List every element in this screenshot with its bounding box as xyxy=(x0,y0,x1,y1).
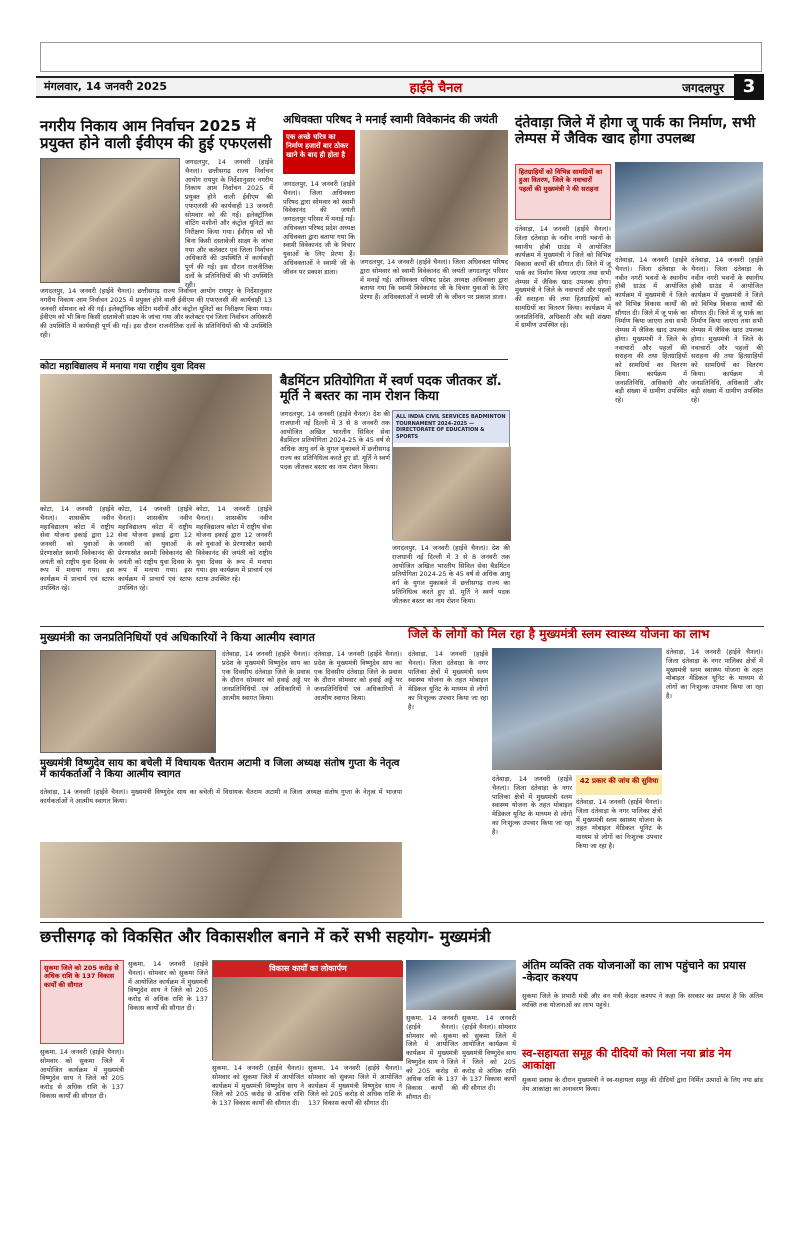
story4-text-a: कोटा, 14 जनवरी (हाईवे चैनल)। शासकीय नवीन महाविद्यालय कोटा में राष्ट्रीय सेवा योजना इकाई द्वारा 12 जनवरी को युवाओं के प्रेरणास्रोत स्वामी विवेकानंद की जयंती को राष्ट्रीय युवा दिवस के रूप में मनाया गया। इस कार्यक्रम में प्राचार्य एवं स्टाफ उपस्थित रहे। xyxy=(40,505,114,592)
story9-banner: विकास कार्यों का लोकार्पण xyxy=(213,961,403,977)
story4-text-c: कोटा, 14 जनवरी (हाईवे चैनल)। शासकीय नवीन महाविद्यालय कोटा में राष्ट्रीय सेवा योजना इकाई द्वारा 12 जनवरी को युवाओं के प्रेरणास्रोत स्वामी विवेकानंद की जयंती को राष्ट्रीय युवा दिवस के रूप में मनाया गया। इस कार्यक्रम में प्राचार्य एवं स्टाफ उपस्थित रहे। xyxy=(196,505,272,584)
masthead xyxy=(36,76,764,98)
masthead-city: जगदलपुर xyxy=(682,81,724,95)
story9-photo xyxy=(212,960,402,1060)
story7-text-c: दंतेवाड़ा, 14 जनवरी (हाईवे चैनल)। जिला दंतेवाड़ा के नगर पालिका क्षेत्रों में मुख्यमंत्री स्लम स्वास्थ्य योजना के तहत मोबाइल मेडिकल यूनिट के माध्यम से लोगों का निःशुल्क उपचार किया जा रहा है। xyxy=(576,798,662,850)
story2-text-a: जगदलपुर, 14 जनवरी (हाईवे चैनल)। जिला अधिवक्ता परिषद द्वारा सोमवार को स्वामी विवेकानंद की जयंती जगदलपुर परिसर में मनाई गई। अधिवक्ता परिषद प्रदेश अध्यक्ष अधिवक्ता द्वारा बताया गया कि स्वामी विवेकानंद जी के विचार युवाओं के लिए प्रेरणा हैं। अधिवक्ताओं ने स्वामी जी के जीवन पर प्रकाश डाला। xyxy=(283,180,355,276)
story7-callout: 42 प्रकार की जांच की सुविधा xyxy=(576,775,662,795)
story1-text-b: जगदलपुर, 14 जनवरी (हाईवे चैनल)। छत्तीसगढ़ राज्य निर्वाचन आयोग रायपुर के निर्देशानुसार नगरीय निकाय आम निर्वाचन 2025 में प्रयुक्त होने वाली ईवीएम की एफएलसी की कार्यवाही 13 जनवरी सोमवार को की गई। इलेक्ट्रॉनिक वोटिंग मशीनों और कंट्रोल यूनिटों का निरीक्षण किया गया। ईवीएम को भी बिना किसी दस्तावेजी साक्ष्य के जांचा गया और कलेक्टर एवं जिला निर्वाचन अधिकारी की उपस्थिति में कार्यवाही पूर्ण की गई। इस दौरान राजनीतिक दलों के प्रतिनिधियों की भी उपस्थिति रही। xyxy=(40,287,272,339)
story9-text-e: सुकमा, 14 जनवरी (हाईवे चैनल)। सोमवार को सुकमा जिले में आयोजित कार्यक्रम में मुख्यमंत्री विष्णुदेव साय ने जिले को 205 करोड़ से अधिक राशि के 137 विकास कार्यों की सौगात दी। xyxy=(406,1014,458,1101)
story9-headline: छत्तीसगढ़ को विकसित और विकासशील बनाने में करें सभी सहयोग- मुख्यमंत्री xyxy=(40,927,491,946)
story11-text: सुकमा प्रवास के दौरान मुख्यमंत्री ने स्व-सहायता समूह की दीदियों द्वारा निर्मित उत्पादों के लिए नया ब्रांड नेम आकांक्षा का अनावरण किया। xyxy=(522,1076,763,1093)
story7-headline: जिले के लोगों को मिल रहा है मुख्यमंत्री स्लम स्वास्थ्य योजना का लाभ xyxy=(408,627,710,641)
story2-photo-statue xyxy=(360,130,508,255)
page-number: 3 xyxy=(734,74,764,100)
story7-text-b: दंतेवाड़ा, 14 जनवरी (हाईवे चैनल)। जिला दंतेवाड़ा के नगर पालिका क्षेत्रों में मुख्यमंत्री स्लम स्वास्थ्य योजना के तहत मोबाइल मेडिकल यूनिट के माध्यम से लोगों का निःशुल्क उपचार किया जा रहा है। xyxy=(492,775,572,836)
story2-headline: अधिवक्ता परिषद ने मनाई स्वामी विवेकानंद की जयंती xyxy=(283,113,498,126)
story9-text-a: सुकमा, 14 जनवरी (हाईवे चैनल)। सोमवार को सुकमा जिले में आयोजित कार्यक्रम में मुख्यमंत्री विष्णुदेव साय ने जिले को 205 करोड़ से अधिक राशि के 137 विकास कार्यों की सौगात दी। xyxy=(40,1048,124,1100)
story5-text-b: जगदलपुर, 14 जनवरी (हाईवे चैनल)। देश की राजधानी नई दिल्ली में 3 से 8 जनवरी तक आयोजित अखिल भारतीय सिविल सेवा बैडमिंटन प्रतियोगिता 2024-25 के 45 वर्ष से अधिक आयु वर्ग के युगल मुकाबले में छत्तीसगढ़ राज्य का प्रतिनिधित्व करते हुए डॉ. मूर्ति ने स्वर्ण पदक जीतकर बस्तर का नाम रोशन किया। xyxy=(392,544,510,605)
story8-headline: मुख्यमंत्री विष्णुदेव साय का बचेली में विधायक चैतराम अटामी व जिला अध्यक्ष संतोष गुप्ता के नेतृत्व में कार्यकर्ताओं ने किया आत्मीय स्वागत xyxy=(40,758,400,781)
story7-text-d: दंतेवाड़ा, 14 जनवरी (हाईवे चैनल)। जिला दंतेवाड़ा के नगर पालिका क्षेत्रों में मुख्यमंत्री स्लम स्वास्थ्य योजना के तहत मोबाइल मेडिकल यूनिट के माध्यम से लोगों का निःशुल्क उपचार किया जा रहा है। xyxy=(666,648,763,700)
story5-banner: ALL INDIA CIVIL SERVICES BADMINTON TOURNAMENT 2024-2025 — DIRECTORATE OF EDUCATION & SPORTS xyxy=(393,411,509,443)
story1-photo xyxy=(40,158,180,283)
story5-winners-photo xyxy=(393,447,511,541)
story9-sidebox: सुकमा जिले को 205 करोड़ से अधिक राशि के 137 विकास कार्यों की सौगात xyxy=(40,960,124,1044)
story1-headline: नगरीय निकाय आम निर्वाचन 2025 में प्रयुक्त होने वाली ईवीएम की हुई एफएलसी xyxy=(40,117,272,152)
story9-text-f: सुकमा, 14 जनवरी (हाईवे चैनल)। सोमवार को सुकमा जिले में आयोजित कार्यक्रम में मुख्यमंत्री विष्णुदेव साय ने जिले को 205 करोड़ से अधिक राशि के 137 विकास कार्यों की सौगात दी। xyxy=(462,1014,516,1093)
masthead-date: मंगलवार, 14 जनवरी 2025 xyxy=(44,80,168,93)
story9-text-d: सुकमा, 14 जनवरी (हाईवे चैनल)। सोमवार को सुकमा जिले में आयोजित कार्यक्रम में मुख्यमंत्री विष्णुदेव साय ने जिले को 205 करोड़ से अधिक राशि के 137 विकास कार्यों की सौगात दी। xyxy=(308,1064,402,1108)
story5-headline: बैडमिंटन प्रतियोगिता में स्वर्ण पदक जीतकर डॉ. मूर्ति ने बस्तर का नाम रोशन किया xyxy=(280,374,502,404)
story2-text-b: जगदलपुर, 14 जनवरी (हाईवे चैनल)। जिला अधिवक्ता परिषद द्वारा सोमवार को स्वामी विवेकानंद की जयंती जगदलपुर परिसर में मनाई गई। अधिवक्ता परिषद प्रदेश अध्यक्ष अधिवक्ता द्वारा बताया गया कि स्वामी विवेकानंद जी के विचार युवाओं के लिए प्रेरणा हैं। अधिवक्ताओं ने स्वामी जी के जीवन पर प्रकाश डाला। xyxy=(360,258,508,302)
story9-text-b: सुकमा, 14 जनवरी (हाईवे चैनल)। सोमवार को सुकमा जिले में आयोजित कार्यक्रम में मुख्यमंत्री विष्णुदेव साय ने जिले को 205 करोड़ से अधिक राशि के 137 विकास कार्यों की सौगात दी। xyxy=(128,960,208,1012)
story9-text-c: सुकमा, 14 जनवरी (हाईवे चैनल)। सोमवार को सुकमा जिले में आयोजित कार्यक्रम में मुख्यमंत्री विष्णुदेव साय ने जिले को 205 करोड़ से अधिक राशि के 137 विकास कार्यों की सौगात दी। xyxy=(212,1064,304,1108)
story10-headline: अंतिम व्यक्ति तक योजनाओं का लाभ पहुंचाने का प्रयास -केदार कश्यप xyxy=(522,959,746,985)
divider-3 xyxy=(40,922,764,923)
story3-headline: दंतेवाड़ा जिले में होगा जू पार्क का निर्माण, सभी लेम्पस में जैविक खाद होगा उपलब्ध xyxy=(515,115,756,147)
story9-stage-photo xyxy=(213,977,403,1061)
story4-photo xyxy=(40,374,272,502)
story7-photo-van xyxy=(492,648,662,770)
top-empty-box xyxy=(40,42,762,72)
story3-text-b: दंतेवाड़ा, 14 जनवरी (हाईवे चैनल)। जिला दंतेवाड़ा के नवीन नगरी भवनों के स्थानीय होबी ग्राउंड में आयोजित कार्यक्रम में मुख्यमंत्री ने जिले को विभिन्न विकास कार्यों की सौगात दी। जिले में जू पार्क का निर्माण किया जाएगा तथा सभी लेम्पस में जैविक खाद उपलब्ध होगा। मुख्यमंत्री ने जिले के नवाचारों और पहलों की सराहना की तथा हितग्राहियों को सामग्रियों का वितरण किया। कार्यक्रम में जनप्रतिनिधि, अधिकारी और बड़ी संख्या में ग्रामीण उपस्थित रहे। xyxy=(615,256,687,405)
story2-quote: एक अच्छे चरित्र का निर्माण हजारों बार ठोकर खाने के बाद ही होता है xyxy=(283,130,355,174)
story3-photo xyxy=(615,162,763,252)
story7-text-a: दंतेवाड़ा, 14 जनवरी (हाईवे चैनल)। जिला दंतेवाड़ा के नगर पालिका क्षेत्रों में मुख्यमंत्री स्लम स्वास्थ्य योजना के तहत मोबाइल मेडिकल यूनिट के माध्यम से लोगों का निःशुल्क उपचार किया जा रहा है। xyxy=(408,650,488,711)
story4-text-b: कोटा, 14 जनवरी (हाईवे चैनल)। शासकीय नवीन महाविद्यालय कोटा में राष्ट्रीय सेवा योजना इकाई द्वारा 12 जनवरी को युवाओं के प्रेरणास्रोत स्वामी विवेकानंद की जयंती को राष्ट्रीय युवा दिवस के रूप में मनाया गया। इस कार्यक्रम में प्राचार्य एवं स्टाफ उपस्थित रहे। xyxy=(118,505,192,592)
story6-text-a: दंतेवाड़ा, 14 जनवरी (हाईवे चैनल)। प्रदेश के मुख्यमंत्री विष्णुदेव साय का एक दिवसीय दंतेवाड़ा जिले के प्रवास के दौरान सोमवार को हवाई अड्डे पर जनप्रतिनिधियों एवं अधिकारियों ने आत्मीय स्वागत किया। xyxy=(222,650,310,702)
story3-sidebox: हितग्राहियों को विभिन्न सामग्रियों का हुआ वितरण, जिले के नवाचारों पहलों की मुख्यमंत्री ने की सराहना xyxy=(515,164,611,220)
story6-text-b: दंतेवाड़ा, 14 जनवरी (हाईवे चैनल)। प्रदेश के मुख्यमंत्री विष्णुदेव साय का एक दिवसीय दंतेवाड़ा जिले के प्रवास के दौरान सोमवार को हवाई अड्डे पर जनप्रतिनिधियों एवं अधिकारियों ने आत्मीय स्वागत किया। xyxy=(314,650,402,702)
story3-text-c: दंतेवाड़ा, 14 जनवरी (हाईवे चैनल)। जिला दंतेवाड़ा के नवीन नगरी भवनों के स्थानीय होबी ग्राउंड में आयोजित कार्यक्रम में मुख्यमंत्री ने जिले को विभिन्न विकास कार्यों की सौगात दी। जिले में जू पार्क का निर्माण किया जाएगा तथा सभी लेम्पस में जैविक खाद उपलब्ध होगा। मुख्यमंत्री ने जिले के नवाचारों और पहलों की सराहना की तथा हितग्राहियों को सामग्रियों का वितरण किया। कार्यक्रम में जनप्रतिनिधि, अधिकारी और बड़ी संख्या में ग्रामीण उपस्थित रहे। xyxy=(691,256,763,405)
story5-text-a: जगदलपुर, 14 जनवरी (हाईवे चैनल)। देश की राजधानी नई दिल्ली में 3 से 8 जनवरी तक आयोजित अखिल भारतीय सिविल सेवा बैडमिंटन प्रतियोगिता 2024-25 के 45 वर्ष से अधिक आयु वर्ग के युगल मुकाबले में छत्तीसगढ़ राज्य का प्रतिनिधित्व करते हुए डॉ. मूर्ति ने स्वर्ण पदक जीतकर बस्तर का नाम रोशन किया। xyxy=(280,410,390,471)
story10-text: सुकमा जिले के प्रभारी मंत्री और वन मंत्री केदार कश्यप ने कहा कि सरकार का प्रयास है कि अंतिम व्यक्ति तक योजनाओं का लाभ पहुंचे। xyxy=(522,992,763,1009)
story11-headline: स्व-सहायता समूह की दीदियों को मिला नया ब्रांड नेम आकांक्षा xyxy=(522,1047,732,1073)
story1-text-a: जगदलपुर, 14 जनवरी (हाईवे चैनल)। छत्तीसगढ़ राज्य निर्वाचन आयोग रायपुर के निर्देशानुसार नगरीय निकाय आम निर्वाचन 2025 में प्रयुक्त होने वाली ईवीएम की एफएलसी की कार्यवाही 13 जनवरी सोमवार को की गई। इलेक्ट्रॉनिक वोटिंग मशीनों और कंट्रोल यूनिटों का निरीक्षण किया गया। ईवीएम को भी बिना किसी दस्तावेजी साक्ष्य के जांचा गया और कलेक्टर एवं जिला निर्वाचन अधिकारी की उपस्थिति में कार्यवाही पूर्ण की गई। इस दौरान राजनीतिक दलों के प्रतिनिधियों की भी उपस्थिति रही। xyxy=(185,158,273,289)
masthead-section: हाईवे चैनल xyxy=(409,81,463,96)
story6-photo xyxy=(40,650,216,753)
story8-text: दंतेवाड़ा, 14 जनवरी (हाईवे चैनल)। मुख्यमंत्री विष्णुदेव साय का बचेली में विधायक चैतराम अटामी व जिला अध्यक्ष संतोष गुप्ता के नेतृत्व में भाजपा कार्यकर्ताओं ने आत्मीय स्वागत किया। xyxy=(40,788,402,805)
story4-headline: कोटा महाविद्यालय में मनाया गया राष्ट्रीय युवा दिवस xyxy=(40,362,206,372)
story8-photo xyxy=(40,842,402,918)
story6-headline: मुख्यमंत्री का जनप्रतिनिधियों एवं अधिकारियों ने किया आत्मीय स्वागत xyxy=(40,631,315,644)
story3-text-a: दंतेवाड़ा, 14 जनवरी (हाईवे चैनल)। जिला दंतेवाड़ा के नवीन नगरी भवनों के स्थानीय होबी ग्राउंड में आयोजित कार्यक्रम में मुख्यमंत्री ने जिले को विभिन्न विकास कार्यों की सौगात दी। जिले में जू पार्क का निर्माण किया जाएगा तथा सभी लेम्पस में जैविक खाद उपलब्ध होगा। मुख्यमंत्री ने जिले के नवाचारों और पहलों की सराहना की तथा हितग्राहियों को सामग्रियों का वितरण किया। कार्यक्रम में जनप्रतिनिधि, अधिकारी और बड़ी संख्या में ग्रामीण उपस्थित रहे। xyxy=(515,225,611,330)
story5-photo xyxy=(392,410,510,540)
story9-photo-2 xyxy=(406,960,516,1010)
divider xyxy=(40,359,508,360)
